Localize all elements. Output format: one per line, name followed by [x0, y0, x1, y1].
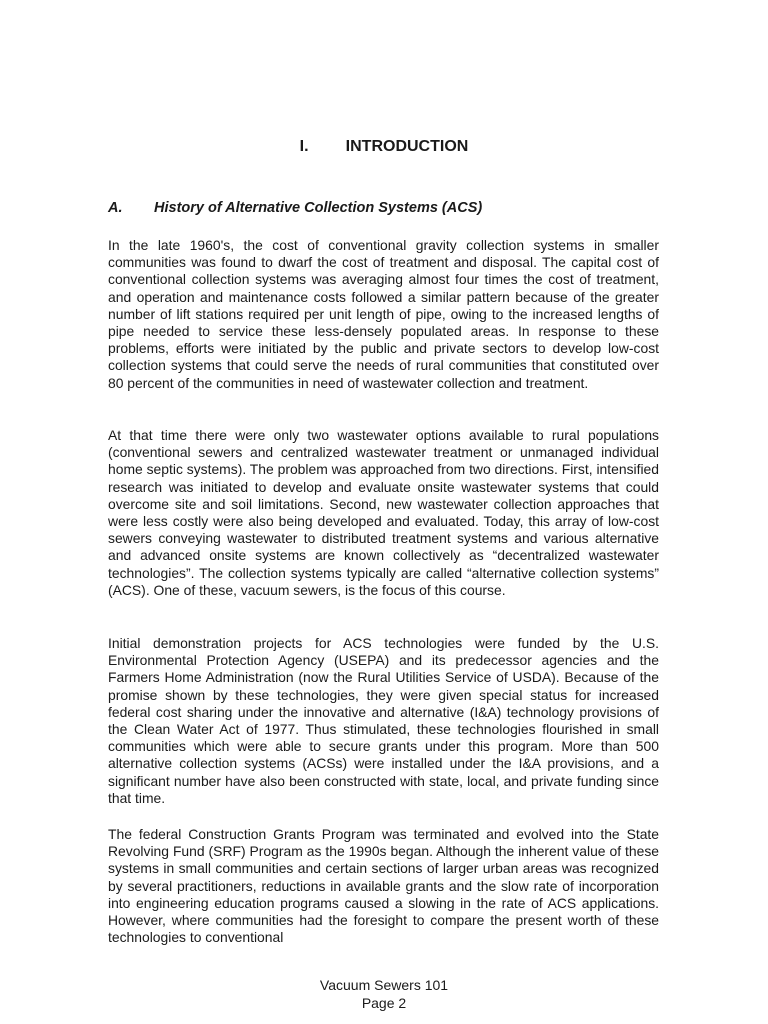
paragraph-1: In the late 1960's, the cost of conventional gravity collection systems in smaller communities was found to dwarf the cost of treatment and disposal. The capital cost of conventional collection systems was averaging almost four times the cost of treatment, and operation and maintenance costs followed a similar pattern because of the greater number of lift stations required per unit length of pipe, owing to the increased lengths of pipe needed to service these less-densely populated areas. In response to these problems, efforts were initiated by the public and private sectors to develop low-cost collection systems that could serve the needs of rural communities that constituted over 80 percent of the communities in need of wastewater collection and treatment.	[108, 237, 659, 391]
section-letter: A.	[108, 200, 123, 216]
footer-document-title: Vacuum Sewers 101	[319, 977, 449, 993]
chapter-number: I.	[299, 138, 309, 155]
section-heading	[108, 199, 482, 217]
paragraph-2: At that time there were only two wastewater options available to rural populations (conventional sewers and centralized wastewater treatment or unmanaged individual home septic systems). The problem was approached from two directions. First, intensified research was initiated to develop and evaluate onsite wastewater systems that could overcome site and soil limitations. Second, new wastewater collection approaches that were less costly were also being developed and evaluated. Today, this array of low-cost sewers conveying wastewater to distributed treatment systems and various alternative and advanced onsite systems are known collectively as “decentralized wastewater technologies”. The collection systems typically are called “alternative collection systems” (ACS). One of these, vacuum sewers, is the focus of this course.	[108, 427, 659, 598]
footer-page-number: Page 2	[361, 995, 407, 1011]
paragraph-3: Initial demonstration projects for ACS technologies were funded by the U.S. Environmental Protection Agency (USEPA) and its predecessor agencies and the Farmers Home Administration (now the Rural Utilities Service of USDA). Because of the promise shown by these technologies, they were given special status for increased federal cost sharing under the innovative and alternative (I&A) technology provisions of the Clean Water Act of 1977. Thus stimulated, these technologies flourished in small communities which were able to secure grants under this program. More than 500 alternative collection systems (ACSs) were installed under the I&A provisions, and a significant number have also been constructed with state, local, and private funding since that time.	[108, 635, 659, 806]
chapter-title-text: INTRODUCTION	[345, 138, 469, 155]
chapter-title	[0, 137, 768, 157]
section-title: History of Alternative Collection Systems (ACS)	[154, 200, 483, 216]
paragraph-4: The federal Construction Grants Program was terminated and evolved into the State Revolving Fund (SRF) Program as the 1990s began. Although the inherent value of these systems in small communities and certain sections of larger urban areas was recognized by several practitioners, reductions in available grants and the slow rate of incorporation into engineering education programs caused a slowing in the rate of ACS applications. However, where communities had the foresight to compare the present worth of these technologies to conventional	[108, 826, 659, 946]
